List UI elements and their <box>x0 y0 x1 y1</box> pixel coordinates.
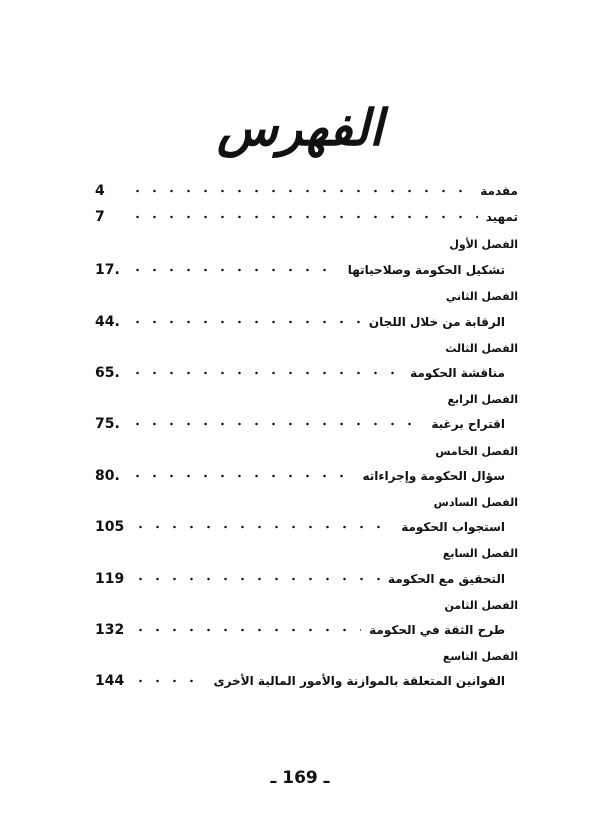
dot-leader <box>132 525 393 529</box>
toc-page-number: 44. <box>95 314 120 330</box>
page-title: الفهرس <box>216 98 384 157</box>
toc-chapter-heading <box>95 592 518 618</box>
dot-leader <box>129 189 472 193</box>
toc-chapter-heading <box>95 231 518 257</box>
toc-page-number: 105 <box>95 519 125 535</box>
toc-chapter-heading <box>95 540 518 566</box>
toc-page-number: 17. <box>95 262 120 278</box>
toc-page-number: 75. <box>95 416 120 432</box>
toc-chapter-heading <box>95 386 518 412</box>
dot-leader <box>132 628 361 632</box>
toc-chapter-heading <box>95 489 518 515</box>
toc-entry-label: تمهيد <box>485 210 518 224</box>
toc-page-number: 144 <box>95 673 125 689</box>
toc-row[interactable] <box>95 668 505 694</box>
dot-leader <box>129 474 354 478</box>
chapter-heading-label: الفصل الأول <box>449 237 518 251</box>
chapter-heading-label: الفصل الثاني <box>445 289 518 303</box>
chapter-heading-label: الفصل الخامس <box>435 444 518 458</box>
toc-chapter-heading <box>95 335 518 361</box>
toc-entry-label: الرقابة من خلال اللجان <box>368 315 505 329</box>
chapter-heading-label: الفصل السادس <box>433 495 518 509</box>
toc-row[interactable] <box>95 411 505 437</box>
toc-row[interactable] <box>95 463 505 489</box>
toc-page-number: 65. <box>95 365 120 381</box>
toc-entry-label: اقتراح برغبة <box>431 417 505 431</box>
toc-row[interactable] <box>95 178 518 204</box>
toc-row[interactable] <box>95 566 505 592</box>
toc-row[interactable] <box>95 360 505 386</box>
toc-entry-label: القوانين المتعلقة بالموازنة والأمور المالية الأخرى <box>213 674 505 688</box>
toc-entry-label: تشكيل الحكومة وصلاحياتها <box>347 263 505 277</box>
dot-leader <box>132 577 380 581</box>
toc-entry-label: مقدمة <box>480 184 518 198</box>
toc-entry-label: التحقيق مع الحكومة <box>388 572 505 586</box>
toc-chapter-heading <box>95 438 518 464</box>
toc-chapter-heading <box>95 283 518 309</box>
toc-row[interactable] <box>95 257 505 283</box>
chapter-heading-label: الفصل التاسع <box>442 649 518 663</box>
toc-page-number: 132 <box>95 622 125 638</box>
toc-row[interactable] <box>95 617 505 643</box>
toc-page-number: 119 <box>95 571 125 587</box>
page-number-footer: ـ 169 ـ <box>270 768 330 788</box>
toc-row[interactable] <box>95 204 518 230</box>
toc-chapter-heading <box>95 643 518 669</box>
chapter-heading-label: الفصل السابع <box>442 546 518 560</box>
toc-entry-label: طرح الثقة في الحكومة <box>369 623 505 637</box>
dot-leader <box>129 268 340 272</box>
dot-leader <box>129 320 361 324</box>
toc-page-number: 4 <box>95 183 105 199</box>
toc-entry-label: سؤال الحكومة وإجراءاته <box>362 469 505 483</box>
chapter-heading-label: الفصل الرابع <box>447 392 518 406</box>
dot-leader <box>129 422 423 426</box>
chapter-heading-label: الفصل الثالث <box>445 341 518 355</box>
dot-leader <box>129 215 478 219</box>
toc-row[interactable] <box>95 514 505 540</box>
chapter-heading-label: الفصل الثامن <box>444 598 518 612</box>
dot-leader <box>129 371 402 375</box>
dot-leader <box>132 679 205 683</box>
toc-entry-label: استجواب الحكومة <box>401 520 505 534</box>
toc-row[interactable] <box>95 309 505 335</box>
toc-page-number: 80. <box>95 468 120 484</box>
toc-page-number: 7 <box>95 209 105 225</box>
toc-entry-label: مناقشة الحكومة <box>410 366 505 380</box>
